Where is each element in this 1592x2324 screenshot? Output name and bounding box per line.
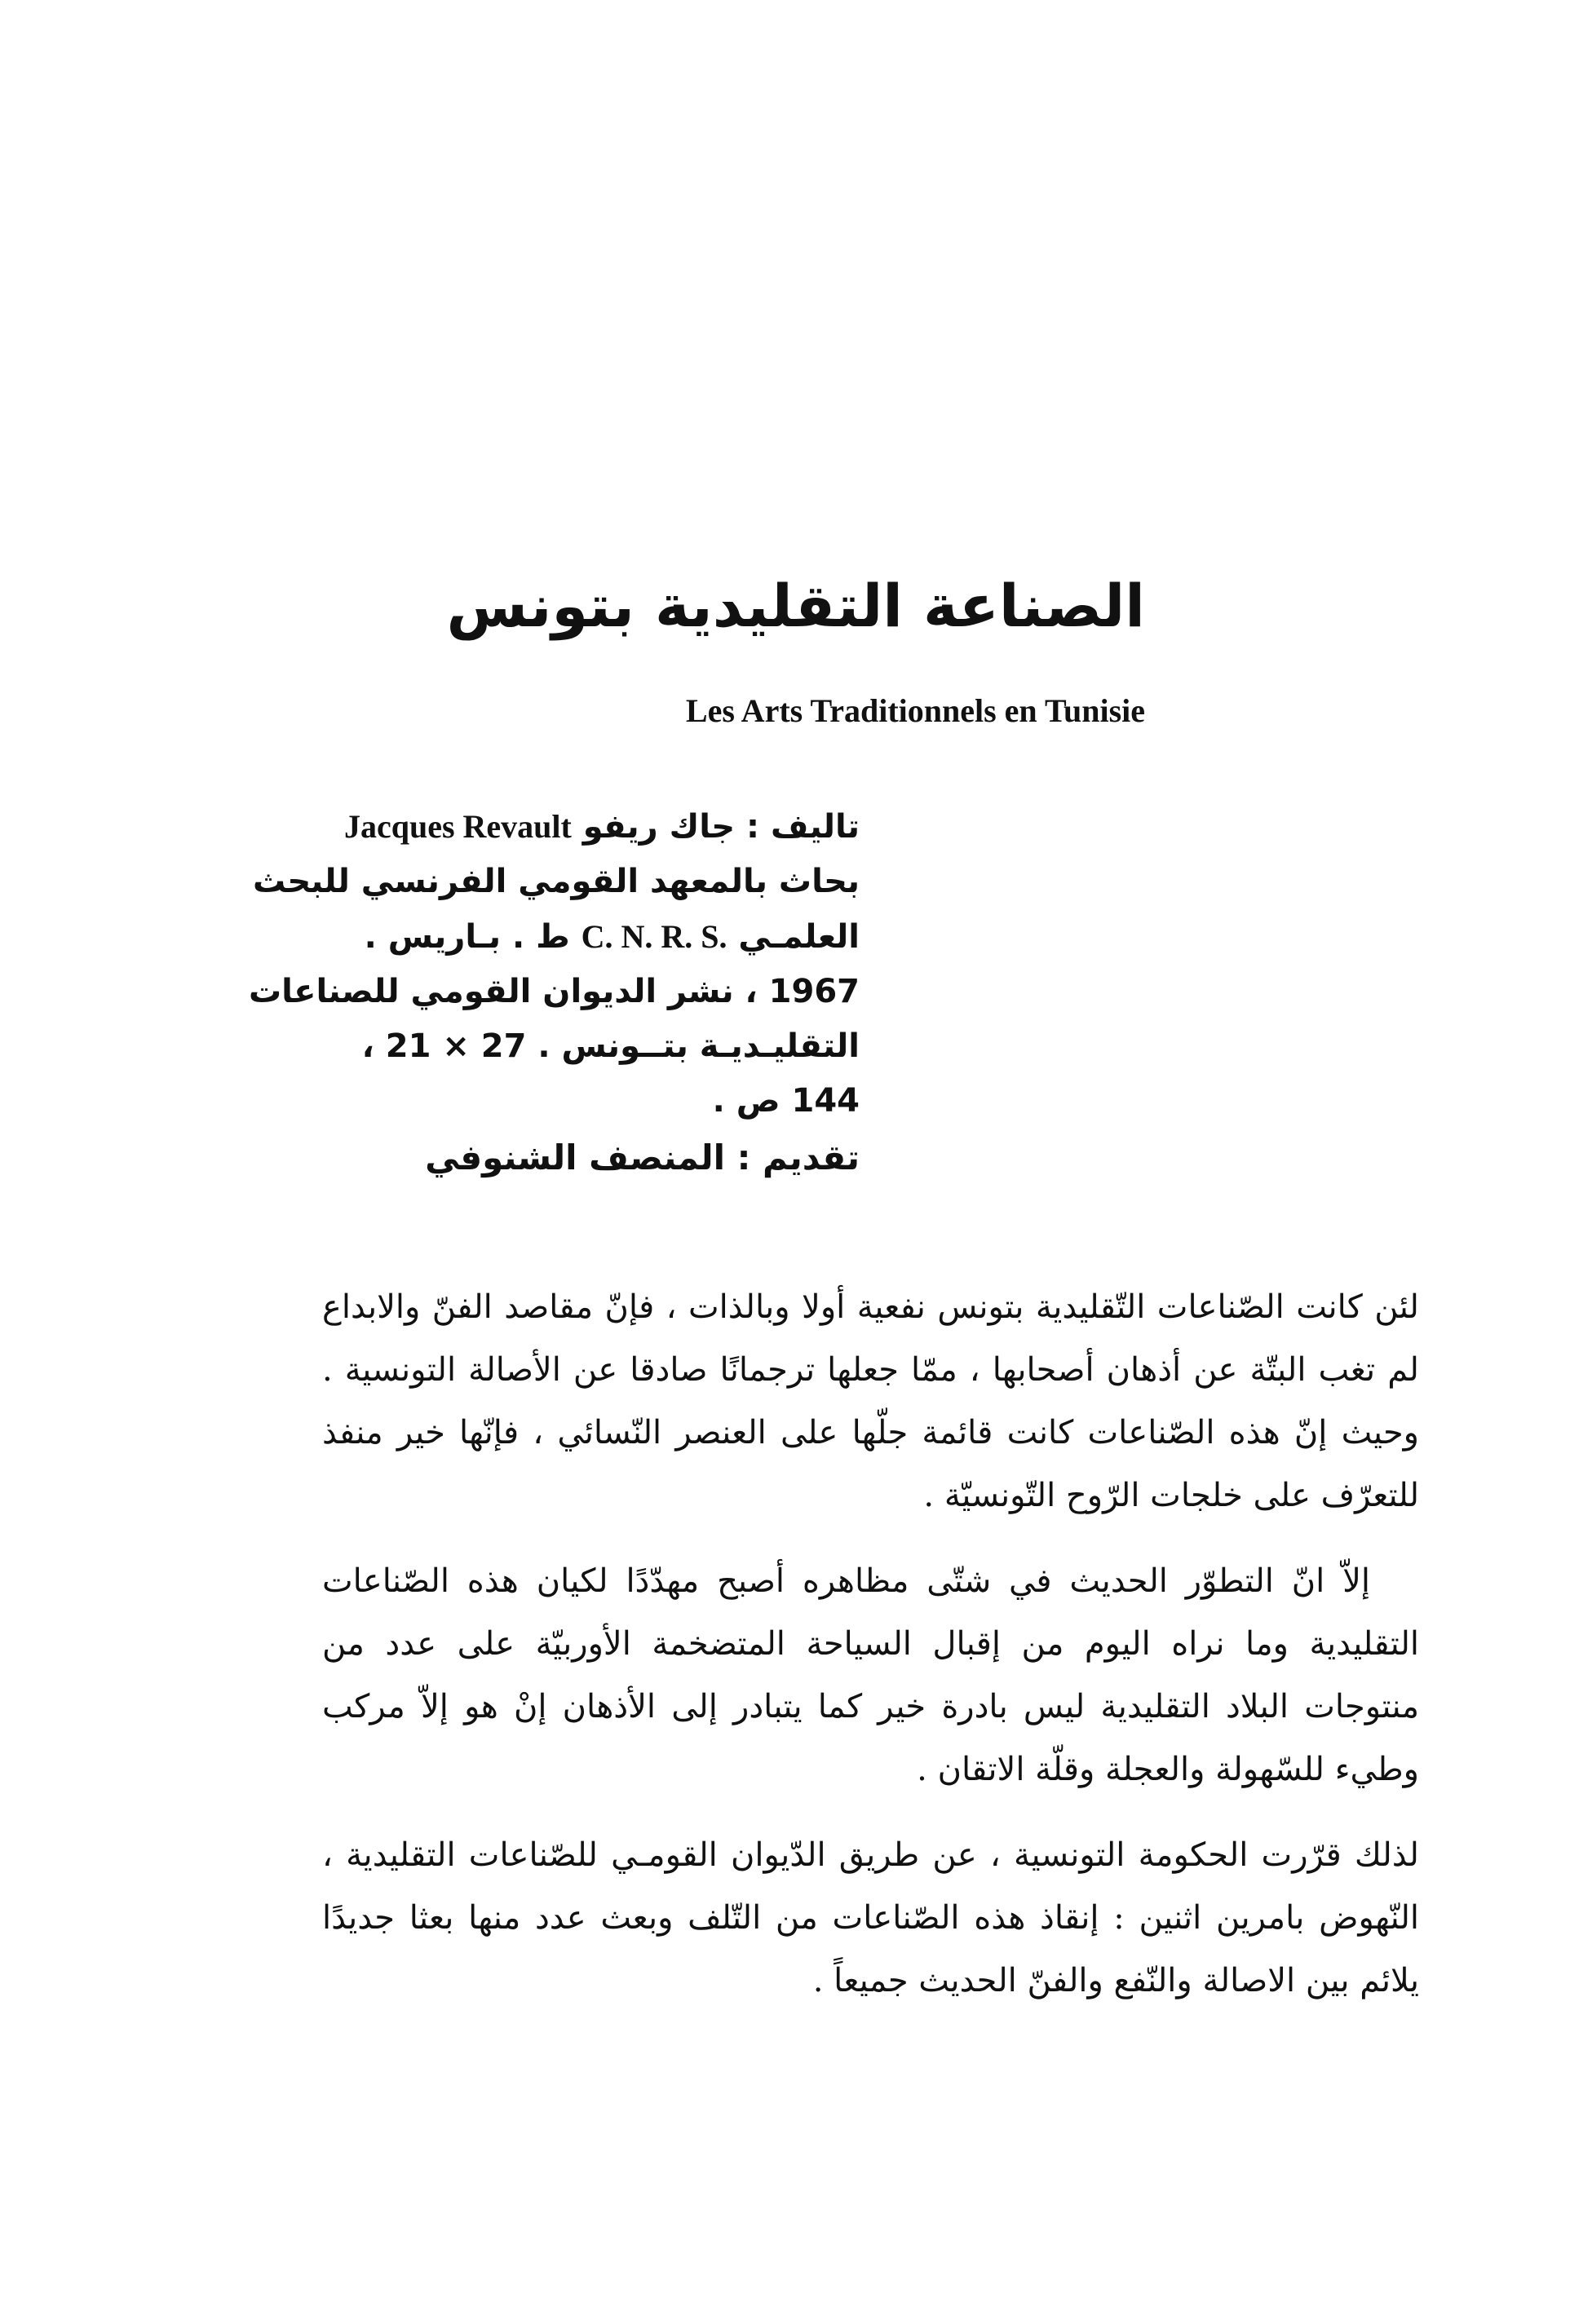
biblio-publisher-line: 1967 ، نشر الديوان القومي للصناعات bbox=[248, 973, 860, 1010]
biblio-institute-latin: C. N. R. S. bbox=[581, 918, 727, 955]
biblio-affiliation-line: بحاث بالمعهد القومي الفرنسي للبحث bbox=[252, 863, 860, 900]
paragraph: لئن كانت الصّناعات التّقليدية بتونس نفعية أولا وبالذات ، فإنّ مقاصد الفنّ والابداع لم تغب البتّة عن أذهان أصحابها ، ممّا جعلها ترجمانًا صادقا عن الأصالة التونسية . وحيث إنّ هذه الصّناعات كانت قائمة جلّها على العنصر النّسائي ، فإنّها خير منفذ للتعرّف على خلجات الرّوح التّونسيّة . bbox=[322, 1288, 1419, 1514]
paragraph: إلاّ انّ التطوّر الحديث في شتّى مظاهره أصبح مهدّدًا لكيان هذه الصّناعات التقليدية وما نراه اليوم من إقبال السياحة المتضخمة الأوربيّة على عدد من منتوجات البلاد التقليدية ليس بادرة خير كما يتبادر إلى الأذهان إنْ هو إلاّ مركب وطيء للسّهولة والعجلة وقلّة الاتقان . bbox=[322, 1562, 1419, 1788]
biblio-author-line bbox=[338, 799, 860, 855]
biblio-place: ط . بـاريس . bbox=[364, 918, 570, 956]
presenter-line: تقديم : المنصف الشنوفي bbox=[425, 1138, 860, 1177]
page-title: الصناعة التقليدية بتونس bbox=[446, 572, 1145, 640]
paragraph: لذلك قرّرت الحكومة التونسية ، عن طريق الدّيوان القومـي للصّناعات التقليدية ، النّهوض بامرين اثنين : إنقاذ هذه الصّناعات من التّلف وبعث عدد منها بعثا جديدًا يلائم بين الاصالة والنّفع والفنّ الحديث جميعاً . bbox=[322, 1836, 1419, 1999]
biblio-institute-ar: العلمـي bbox=[738, 918, 860, 956]
biblio-pages-line: 144 ص . bbox=[712, 1082, 860, 1120]
biblio-author-ar: تاليف : جاك ريفو bbox=[582, 808, 860, 846]
biblio-institute-line bbox=[338, 909, 860, 965]
page-subtitle-french: Les Arts Traditionnels en Tunisie bbox=[685, 692, 1145, 729]
bibliographic-info bbox=[248, 799, 860, 1129]
biblio-publisher-line-2: التقليـديـة بتــونس . 27 × 21 ، bbox=[361, 1027, 860, 1065]
biblio-author-latin: Jacques Revault bbox=[343, 808, 572, 845]
body-text bbox=[322, 1276, 1419, 2035]
